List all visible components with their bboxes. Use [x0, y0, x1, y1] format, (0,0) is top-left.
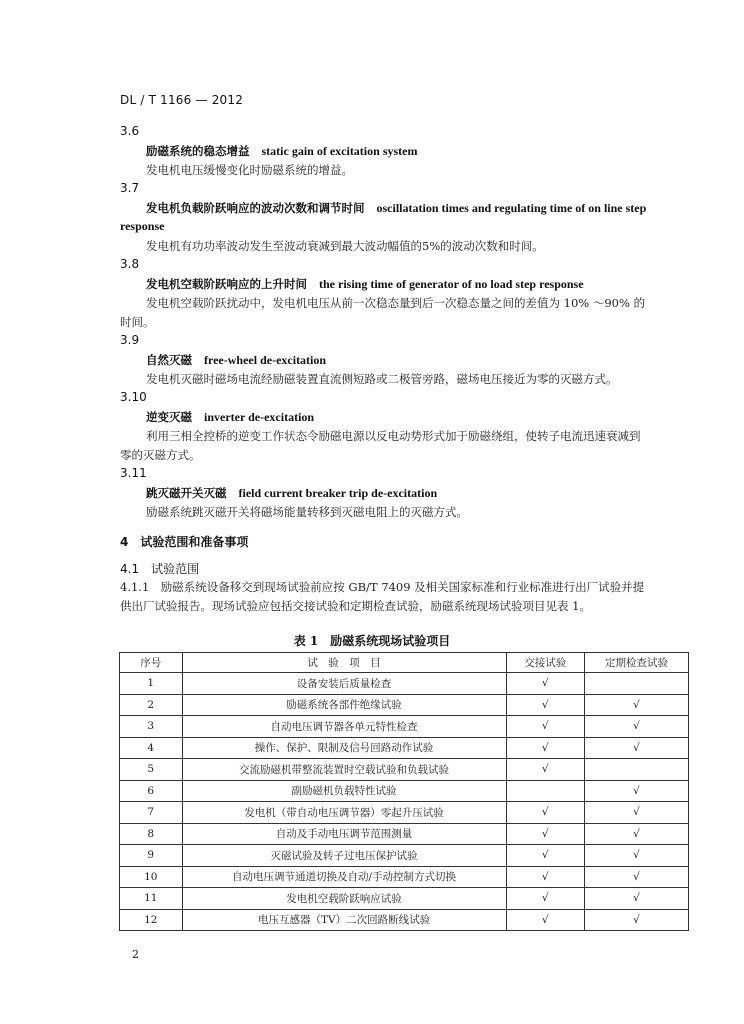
term-heading: [146, 485, 437, 501]
term-en: field current breaker trip de-excitation: [238, 486, 438, 500]
cell-no: 5: [120, 759, 183, 781]
cell-no: 2: [120, 694, 183, 716]
term-en: the rising time of generator of no load step response: [319, 277, 584, 291]
table-row: [120, 673, 689, 695]
header-no: 序号: [120, 653, 183, 673]
cell-handover: √: [506, 866, 584, 888]
section-heading: 4 试验范围和准备事项: [120, 535, 249, 549]
cell-handover: √: [506, 845, 584, 867]
cell-handover: √: [506, 694, 584, 716]
cell-periodic: √: [584, 866, 688, 888]
table-row: [120, 909, 689, 931]
cell-handover: √: [506, 802, 584, 824]
cell-item: 励磁系统各部件绝缘试验: [182, 694, 506, 716]
term-en: free-wheel de-excitation: [204, 353, 327, 367]
cell-no: 9: [120, 845, 183, 867]
cell-handover: √: [506, 716, 584, 738]
term-en-continued: response: [120, 219, 165, 233]
table-row: [120, 737, 689, 759]
term-definition: 发电机空载阶跃扰动中，发电机电压从前一次稳态量到后一次稳态量之间的差值为 10% ～90% 的: [146, 296, 646, 310]
cell-periodic: √: [584, 780, 688, 802]
term-definition-continued: 时间。: [120, 315, 155, 329]
table-row: [120, 888, 689, 910]
cell-periodic: √: [584, 737, 688, 759]
term-definition: 利用三相全控桥的逆变工作状态令励磁电源以反电动势形式加于励磁绕组，使转子电流迅速衰减到: [146, 429, 641, 443]
term-zh: 自然灭磁: [146, 353, 192, 367]
table-row: [120, 694, 689, 716]
subsection-heading: 4.1 试验范围: [120, 562, 200, 576]
term-zh: 发电机空载阶跃响应的上升时间: [146, 277, 307, 291]
test-items-table: [119, 652, 689, 931]
cell-item: 副励磁机负载特性试验: [182, 780, 506, 802]
cell-item: 自动及手动电压调节范围测量: [182, 823, 506, 845]
clause-number: 3.10: [120, 390, 147, 404]
table-row: [120, 823, 689, 845]
cell-handover: √: [506, 888, 584, 910]
cell-periodic: √: [584, 802, 688, 824]
term-en: static gain of excitation system: [261, 144, 418, 158]
term-heading: [146, 352, 326, 368]
clause-number: 3.11: [120, 466, 147, 480]
cell-no: 1: [120, 673, 183, 695]
cell-periodic: √: [584, 845, 688, 867]
cell-item: 操作、保护、限制及信号回路动作试验: [182, 737, 506, 759]
table-header-row: [120, 653, 689, 673]
term-en: inverter de-excitation: [204, 410, 315, 424]
term-heading-continued: [120, 219, 164, 234]
cell-no: 11: [120, 888, 183, 910]
cell-item: 灭磁试验及转子过电压保护试验: [182, 845, 506, 867]
cell-no: 3: [120, 716, 183, 738]
cell-no: 4: [120, 737, 183, 759]
cell-no: 10: [120, 866, 183, 888]
cell-no: 12: [120, 909, 183, 931]
term-zh: 逆变灭磁: [146, 410, 192, 424]
clause-number: 3.9: [120, 333, 140, 347]
cell-item: 发电机（带自动电压调节器）零起升压试验: [182, 802, 506, 824]
term-heading: [146, 200, 646, 216]
cell-periodic: [584, 673, 688, 695]
cell-handover: [506, 780, 584, 802]
cell-item: 自动电压调节器各单元特性检查: [182, 716, 506, 738]
cell-periodic: [584, 759, 688, 781]
term-en: oscillatation times and regulating time of on line step: [376, 201, 647, 215]
cell-item: 设备安装后质量检查: [182, 673, 506, 695]
table-caption: 表 1 励磁系统现场试验项目: [293, 634, 451, 648]
cell-no: 7: [120, 802, 183, 824]
cell-handover: √: [506, 759, 584, 781]
table-row: [120, 866, 689, 888]
header-periodic: 定期检查试验: [584, 653, 688, 673]
term-definition: 发电机电压缓慢变化时励磁系统的增益。: [146, 163, 353, 177]
term-heading: [146, 143, 417, 159]
table-row: [120, 802, 689, 824]
table-row: [120, 716, 689, 738]
term-definition-continued: 零的灭磁方式。: [120, 448, 201, 462]
clause-number: 3.6: [120, 124, 140, 138]
standard-header: DL / T 1166 — 2012: [120, 93, 244, 107]
header-item: 试 验 项 目: [182, 653, 506, 673]
cell-periodic: √: [584, 716, 688, 738]
paragraph-line: 供出厂试验报告。现场试验应包括交接试验和定期检查试验，励磁系统现场试验项目见表 1。: [120, 599, 591, 613]
term-heading: [146, 409, 314, 425]
table-row: [120, 759, 689, 781]
paragraph-line: 4.1.1 励磁系统设备移交到现场试验前应按 GB/T 7409 及相关国家标准和行业标准进行出厂试验并提: [120, 580, 645, 594]
cell-no: 6: [120, 780, 183, 802]
header-handover: 交接试验: [506, 653, 584, 673]
page-number: 2: [132, 948, 139, 961]
cell-handover: √: [506, 737, 584, 759]
table-row: [120, 845, 689, 867]
term-zh: 跳灭磁开关灭磁: [146, 486, 227, 500]
cell-item: 电压互感器（TV）二次回路断线试验: [182, 909, 506, 931]
term-heading: [146, 276, 584, 292]
term-definition: 发电机有功功率波动发生至波动衰减到最大波动幅值的5%的波动次数和时间。: [146, 239, 544, 253]
term-definition: 发电机灭磁时磁场电流经励磁装置直流侧短路或二极管旁路，磁场电压接近为零的灭磁方式。: [146, 372, 618, 386]
cell-item: 发电机空载阶跃响应试验: [182, 888, 506, 910]
table-row: [120, 780, 689, 802]
cell-periodic: √: [584, 694, 688, 716]
cell-periodic: √: [584, 888, 688, 910]
term-definition: 励磁系统跳灭磁开关将磁场能量转移到灭磁电阻上的灭磁方式。: [146, 505, 468, 519]
term-zh: 励磁系统的稳态增益: [146, 144, 250, 158]
cell-handover: √: [506, 909, 584, 931]
cell-handover: √: [506, 673, 584, 695]
clause-number: 3.8: [120, 257, 140, 271]
cell-periodic: √: [584, 909, 688, 931]
term-zh: 发电机负载阶跃响应的波动次数和调节时间: [146, 201, 365, 215]
cell-periodic: √: [584, 823, 688, 845]
clause-number: 3.7: [120, 181, 140, 195]
cell-handover: √: [506, 823, 584, 845]
cell-no: 8: [120, 823, 183, 845]
cell-item: 自动电压调节通道切换及自动/手动控制方式切换: [182, 866, 506, 888]
cell-item: 交流励磁机带整流装置时空载试验和负载试验: [182, 759, 506, 781]
